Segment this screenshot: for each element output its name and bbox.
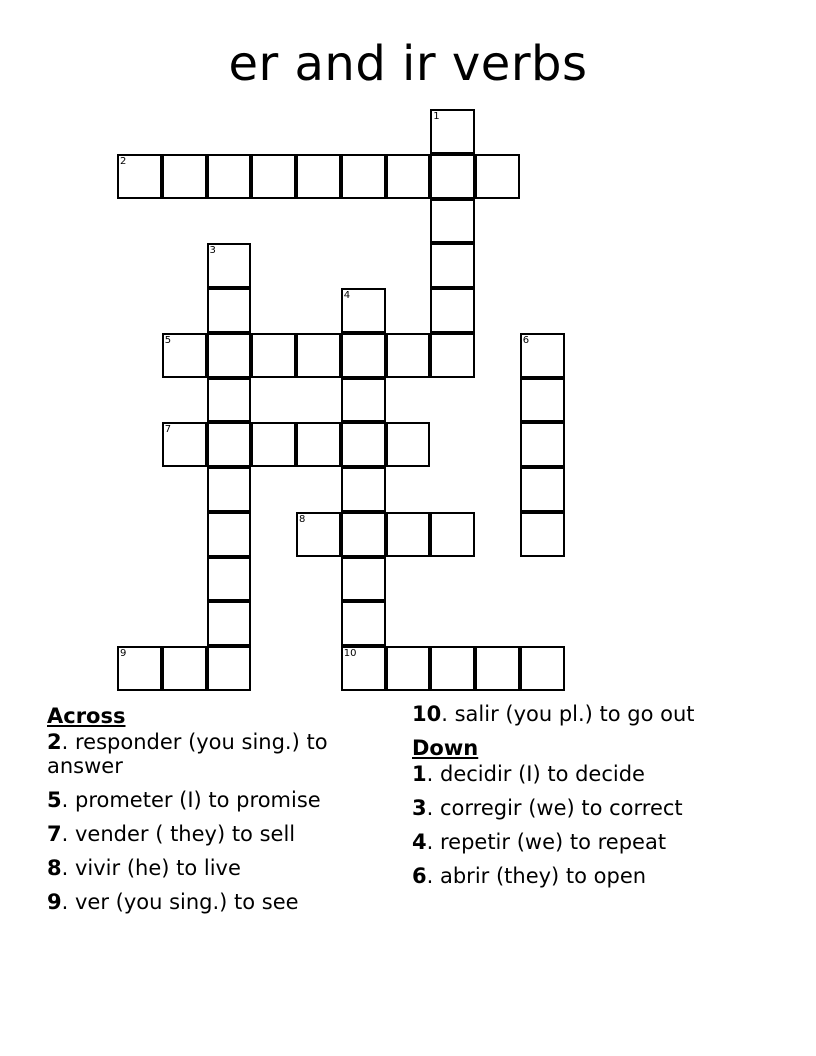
clue-number: 5 — [47, 788, 62, 812]
crossword-cell[interactable] — [207, 646, 252, 691]
clue-across-7 — [47, 822, 392, 846]
cell-number: 6 — [522, 334, 530, 346]
crossword-cell[interactable] — [207, 557, 252, 602]
clue-text: ver (you sing.) to see — [74, 890, 299, 914]
clue-number: 1 — [412, 762, 427, 786]
cell-number: 8 — [299, 513, 306, 525]
crossword-cell[interactable] — [341, 557, 386, 602]
crossword-cell[interactable] — [430, 512, 475, 557]
crossword-cell[interactable] — [341, 646, 386, 691]
crossword-cell[interactable] — [341, 333, 386, 378]
clue-text: salir (you pl.) to go out — [454, 702, 695, 726]
crossword-cell[interactable] — [475, 154, 520, 199]
clue-text: corregir (we) to correct — [439, 796, 683, 820]
clue-text: vender ( they) to sell — [74, 822, 296, 846]
crossword-cell[interactable] — [430, 199, 475, 244]
crossword-cell[interactable] — [386, 422, 431, 467]
crossword-cell[interactable] — [207, 378, 252, 423]
page-title: er and ir verbs — [228, 36, 588, 92]
cell-number: 7 — [164, 424, 172, 436]
clue-number: 2 — [47, 730, 62, 754]
crossword-cell[interactable] — [430, 288, 475, 333]
clue-text: abrir (they) to open — [439, 864, 647, 888]
crossword-cell[interactable] — [296, 512, 341, 557]
clue-dot: . — [61, 856, 75, 880]
clue-number: 8 — [47, 856, 62, 880]
crossword-cell[interactable] — [341, 467, 386, 512]
crossword-cell[interactable] — [386, 512, 431, 557]
cell-number: 5 — [164, 334, 172, 346]
clue-dot: . — [61, 730, 75, 754]
clue-down-4 — [412, 830, 772, 854]
crossword-cell[interactable] — [341, 422, 386, 467]
clue-across-9 — [47, 890, 392, 914]
crossword-cell[interactable] — [207, 154, 252, 199]
crossword-cell[interactable] — [520, 646, 565, 691]
crossword-cell[interactable] — [475, 646, 520, 691]
clue-text: prometer (I) to promise — [74, 788, 321, 812]
clue-down-3 — [412, 796, 772, 820]
down-heading: Down — [412, 736, 479, 760]
clue-dot: . — [426, 864, 440, 888]
crossword-cell[interactable] — [341, 601, 386, 646]
clue-dot: . — [61, 890, 75, 914]
clue-dot: . — [426, 762, 440, 786]
clue-dot: . — [61, 788, 75, 812]
cell-number: 2 — [120, 155, 127, 167]
crossword-cell[interactable] — [162, 154, 207, 199]
clue-text: repetir (we) to repeat — [439, 830, 667, 854]
crossword-cell[interactable] — [207, 512, 252, 557]
clue-number: 6 — [412, 864, 427, 888]
across-heading: Across — [47, 704, 126, 728]
clue-number: 10 — [412, 702, 442, 726]
crossword-cell[interactable] — [207, 422, 252, 467]
clue-number: 7 — [47, 822, 62, 846]
clue-across-5 — [47, 788, 392, 812]
clue-text: decidir (I) to decide — [439, 762, 645, 786]
crossword-cell[interactable] — [162, 333, 207, 378]
clue-across-8 — [47, 856, 392, 880]
crossword-cell[interactable] — [520, 467, 565, 512]
crossword-cell[interactable] — [117, 154, 162, 199]
clues-left-column — [47, 702, 392, 924]
crossword-cell[interactable] — [430, 109, 475, 154]
crossword-cell[interactable] — [341, 154, 386, 199]
crossword-cell[interactable] — [386, 154, 431, 199]
crossword-cell[interactable] — [430, 646, 475, 691]
clue-dot: . — [441, 702, 455, 726]
cell-number: 3 — [209, 245, 216, 257]
crossword-cell[interactable] — [296, 333, 341, 378]
clue-down-1 — [412, 762, 772, 786]
crossword-cell[interactable] — [341, 378, 386, 423]
clue-across-10 — [412, 702, 772, 726]
clue-dot: . — [426, 796, 440, 820]
crossword-cell[interactable] — [386, 333, 431, 378]
crossword-cell[interactable] — [207, 288, 252, 333]
cell-number: 10 — [343, 648, 357, 659]
crossword-cell[interactable] — [520, 422, 565, 467]
crossword-cell[interactable] — [251, 154, 296, 199]
crossword-cell[interactable] — [430, 154, 475, 199]
crossword-cell[interactable] — [296, 422, 341, 467]
crossword-cell[interactable] — [251, 333, 296, 378]
crossword-cell[interactable] — [207, 243, 252, 288]
crossword-cell[interactable] — [207, 333, 252, 378]
crossword-cell[interactable] — [341, 288, 386, 333]
clue-dot: . — [426, 830, 440, 854]
clue-dot: . — [61, 822, 75, 846]
clue-number: 9 — [47, 890, 62, 914]
cell-number: 9 — [120, 648, 127, 659]
crossword-cell[interactable] — [386, 646, 431, 691]
crossword-cell[interactable] — [207, 467, 252, 512]
clue-text: vivir (he) to live — [74, 856, 241, 880]
crossword-cell[interactable] — [520, 333, 565, 378]
crossword-cell[interactable] — [251, 422, 296, 467]
crossword-cell[interactable] — [520, 378, 565, 423]
crossword-cell[interactable] — [162, 646, 207, 691]
crossword-cell[interactable] — [296, 154, 341, 199]
clues-right-column — [412, 702, 772, 898]
crossword-cell[interactable] — [207, 601, 252, 646]
crossword-cell[interactable] — [520, 512, 565, 557]
crossword-cell[interactable] — [430, 243, 475, 288]
crossword-cell[interactable] — [430, 333, 475, 378]
clue-number: 3 — [412, 796, 427, 820]
crossword-cell[interactable] — [162, 422, 207, 467]
cell-number: 1 — [433, 111, 440, 122]
cell-number: 4 — [343, 290, 351, 301]
clue-text: responder (you sing.) to answer — [47, 730, 328, 778]
clue-across-2 — [47, 730, 392, 778]
crossword-cell[interactable] — [341, 512, 386, 557]
crossword-cell[interactable] — [117, 646, 162, 691]
clue-down-6 — [412, 864, 772, 888]
clue-number: 4 — [412, 830, 427, 854]
